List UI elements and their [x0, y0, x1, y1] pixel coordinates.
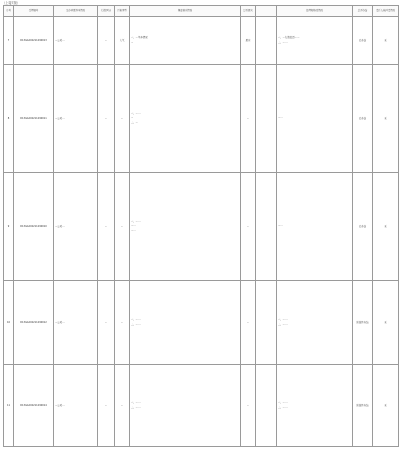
closed-status: 已办结: [353, 65, 373, 173]
case-id: D13GA202211290013: [14, 17, 54, 65]
verified-status: 属实: [241, 17, 256, 65]
table-row: [4, 365, 399, 447]
district: …: [98, 365, 115, 447]
handling-summary: [256, 17, 277, 65]
handling-summary: [256, 365, 277, 447]
handling-paragraph: 二、……: [277, 40, 288, 44]
pollution-type: …: [115, 173, 130, 281]
closed-status: 阶段性办结: [353, 365, 373, 447]
header-investigation: 调查核实情况: [130, 6, 241, 17]
closed-status: 已办结: [353, 173, 373, 281]
table-row: [4, 281, 399, 365]
verified-status: …: [241, 173, 256, 281]
header-handling: 处理和整改情况: [277, 6, 353, 17]
closed-status: 已办结: [353, 17, 373, 65]
table-row: [4, 173, 399, 281]
district: …: [98, 65, 115, 173]
investigation-paragraph: 一、……: [130, 317, 141, 321]
row-number: 11: [4, 365, 14, 447]
district: …: [98, 173, 115, 281]
problem-description: …公司…: [54, 65, 98, 173]
handling-details: [277, 365, 353, 447]
handling-paragraph: 一、…行政处罚……: [277, 35, 300, 39]
handling-paragraph: 二、……: [277, 322, 288, 326]
investigation-paragraph: 一、……: [130, 219, 141, 223]
district: …: [98, 281, 115, 365]
investigation-paragraph: ……: [130, 228, 136, 232]
pollution-type: …: [115, 65, 130, 173]
handling-summary: [256, 281, 277, 365]
investigation-paragraph: 二、……: [130, 322, 141, 326]
accountability: 无: [373, 173, 399, 281]
pollution-type: …: [115, 365, 130, 447]
case-table: [3, 5, 399, 447]
handling-paragraph: 一、……: [277, 400, 288, 404]
verified-status: …: [241, 281, 256, 365]
accountability: 无: [373, 17, 399, 65]
row-number: 10: [4, 281, 14, 365]
header-accountability: 责任人被问责情况: [373, 6, 399, 17]
header-problem: 交办问题基本情况: [54, 6, 98, 17]
header-handling-summary: [256, 6, 277, 17]
handling-details: [277, 17, 353, 65]
accountability: 无: [373, 365, 399, 447]
row-number: 8: [4, 65, 14, 173]
pollution-type: 大气: [115, 17, 130, 65]
handling-paragraph: 一、……: [277, 317, 288, 321]
investigation-details: [130, 173, 241, 281]
investigation-paragraph: ……: [130, 224, 136, 228]
investigation-paragraph: …: [130, 116, 134, 120]
investigation-paragraph: 一、……: [130, 111, 141, 115]
handling-summary: [256, 173, 277, 281]
investigation-paragraph: 一、……: [130, 400, 141, 404]
investigation-details: [130, 365, 241, 447]
header-district: 行政区域: [98, 6, 115, 17]
problem-description: …公司…: [54, 365, 98, 447]
handling-paragraph: 二、……: [277, 405, 288, 409]
investigation-details: [130, 17, 241, 65]
investigation-paragraph: 二、……: [130, 405, 141, 409]
handling-paragraph: ……: [277, 224, 283, 228]
closed-status: 阶段性办结: [353, 281, 373, 365]
case-id: D13GA202211290011: [14, 65, 54, 173]
header-no: 序号: [4, 6, 14, 17]
continuation-label: （上接7版）: [2, 1, 20, 5]
handling-details: [277, 65, 353, 173]
row-number: 7: [4, 17, 14, 65]
problem-description: …公司…: [54, 173, 98, 281]
investigation-details: [130, 65, 241, 173]
table-header-row: [4, 6, 399, 17]
district: …: [98, 17, 115, 65]
handling-summary: [256, 65, 277, 173]
accountability: 无: [373, 65, 399, 173]
problem-description: …公司…: [54, 17, 98, 65]
handling-paragraph: ……: [277, 116, 283, 120]
row-number: 9: [4, 173, 14, 281]
investigation-details: [130, 281, 241, 365]
case-id: D13GA202211290010: [14, 173, 54, 281]
investigation-paragraph: 二、…: [130, 120, 139, 124]
handling-details: [277, 281, 353, 365]
header-verified: 是否属实: [241, 6, 256, 17]
table-row: [4, 65, 399, 173]
verified-status: …: [241, 65, 256, 173]
investigation-paragraph: …: [130, 40, 134, 44]
verified-status: …: [241, 365, 256, 447]
investigation-paragraph: 一、…基本情况: [130, 35, 148, 39]
header-pollution: 污染类型: [115, 6, 130, 17]
table-row: [4, 17, 399, 65]
header-case-id: 受理编号: [14, 6, 54, 17]
pollution-type: …: [115, 281, 130, 365]
case-id: D13GA202211290014: [14, 365, 54, 447]
accountability: 无: [373, 281, 399, 365]
header-closed: 是否办结: [353, 6, 373, 17]
problem-description: …公司…: [54, 281, 98, 365]
handling-details: [277, 173, 353, 281]
case-id: D13GA202211290012: [14, 281, 54, 365]
